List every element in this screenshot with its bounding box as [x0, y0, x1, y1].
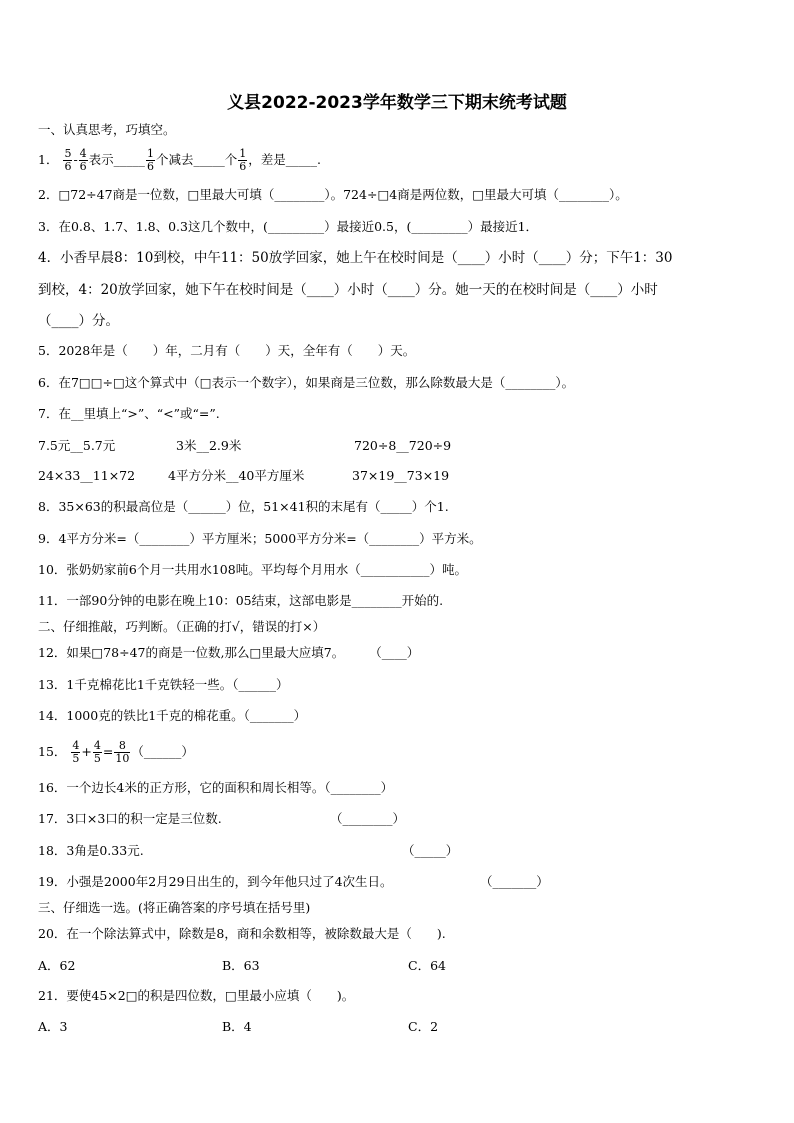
- equals-sign: =: [102, 744, 114, 759]
- question-16: 16．一个边长4米的正方形，它的面积和周长相等。（________）: [38, 780, 394, 795]
- question-18: 18．3角是0.33元.: [38, 843, 144, 858]
- q21-option-a: A．3: [38, 1019, 68, 1034]
- question-14: 14．1000克的铁比1千克的棉花重。（_______）: [38, 708, 307, 723]
- question-15: [38, 740, 194, 765]
- question-20: 20．在一个除法算式中，除数是8，商和余数相等，被除数最大是（ ).: [38, 926, 446, 941]
- fraction-1-6-a: $\frac{1}{6}$: [146, 147, 154, 173]
- q1-number: 1．: [38, 152, 59, 167]
- question-4-line-3: （____）分。: [38, 313, 119, 329]
- question-10: 10．张奶奶家前6个月一共用水108吨。平均每个月用水（___________）吨。: [38, 562, 467, 577]
- question-9: 9．4平方分米=（________）平方厘米；5000平方分米=（________）平方米。: [38, 531, 482, 546]
- q18-blank: （_____）: [402, 843, 459, 858]
- q21-option-c: C．2: [408, 1019, 439, 1034]
- question-11: 11．一部90分钟的电影在晚上10：05结束，这部电影是________开始的.: [38, 593, 444, 608]
- q7-row2-item3: 37×19__73×19: [352, 468, 450, 483]
- fraction-5-6: $\frac{5}{6}$: [64, 147, 72, 173]
- plus-sign: +: [81, 744, 92, 759]
- q7-row1-item3: 720÷8__720÷9: [354, 438, 452, 453]
- q7-row1-item2: 3米__2.9米: [176, 438, 242, 453]
- section-2-heading: 二、仔细推敲，巧判断。（正确的打√，错误的打×）: [38, 619, 326, 634]
- q19-blank: （_______）: [480, 874, 549, 889]
- question-8: 8．35×63的积最高位是（______）位，51×41积的末尾有（_____）个1.: [38, 499, 449, 514]
- fraction-4-5-a: $\frac{4}{5}$: [72, 739, 80, 765]
- question-21: 21．要使45×2□的积是四位数，□里最小应填（ )。: [38, 988, 355, 1003]
- question-5: 5．2028年是（ ）年，二月有（ ）天，全年有（ ）天。: [38, 343, 416, 358]
- q7-row2-item2: 4平方分米__40平方厘米: [168, 468, 305, 483]
- q15-blank: （______）: [131, 744, 194, 759]
- section-3-heading: 三、仔细选一选。(将正确答案的序号填在括号里): [38, 900, 311, 915]
- q1-text-3: ，差是_____.: [248, 152, 321, 167]
- question-6: 6．在7□□÷□这个算式中（□表示一个数字），如果商是三位数，那么除数最大是（________）。: [38, 375, 575, 390]
- minus-sign: -: [73, 152, 78, 167]
- q15-number: 15．: [38, 744, 67, 759]
- q20-option-c: C．64: [408, 958, 446, 973]
- question-3: 3．在0.8、1.7、1.8、0.3这几个数中，(_________）最接近0.5，(_________）最接近1．: [38, 219, 539, 234]
- q20-option-a: A．62: [38, 958, 76, 973]
- fraction-8-10: $\frac{8}{10}$: [115, 739, 130, 765]
- question-1: [38, 148, 321, 173]
- q7-row1-item1: 7.5元__5.7元: [38, 438, 116, 453]
- question-2: 2．□72÷47商是一位数，□里最大可填（________）。724÷□4商是两位数，□里最大可填（________）。: [38, 187, 628, 202]
- fraction-4-6: $\frac{4}{6}$: [79, 147, 87, 173]
- question-17: 17．3口×3口的积一定是三位数.: [38, 811, 222, 826]
- fraction-4-5-b: $\frac{4}{5}$: [93, 739, 101, 765]
- exam-title: 义县2022-2023学年数学三下期末统考试题: [227, 93, 567, 113]
- question-19: 19．小强是2000年2月29日出生的，到今年他只过了4次生日。: [38, 874, 393, 889]
- section-1-heading: 一、认真思考，巧填空。: [38, 122, 176, 137]
- q21-option-b: B．4: [222, 1019, 252, 1034]
- question-12: 12．如果□78÷47的商是一位数,那么□里最大应填7。 （____）: [38, 645, 420, 660]
- question-7: 7．在__里填上“>”、“<”或“=”.: [38, 406, 220, 421]
- q7-row2-item1: 24×33__11×72: [38, 468, 136, 483]
- q17-blank: （________）: [330, 811, 406, 826]
- question-4-line-2: 到校，4：20放学回家，她下午在校时间是（____）小时（____）分。她一天的在校时间是（____）小时: [38, 282, 658, 298]
- q1-text-1: 表示_____: [88, 152, 145, 167]
- q1-text-2: 个减去_____个: [155, 152, 238, 167]
- fraction-1-6-b: $\frac{1}{6}$: [239, 147, 247, 173]
- q20-option-b: B．63: [222, 958, 260, 973]
- question-4-line-1: 4．小香早晨8：10到校，中午11：50放学回家，她上午在校时间是（____）小时（____）分；下午1：30: [38, 250, 673, 266]
- question-13: 13．1千克棉花比1千克铁轻一些。（______）: [38, 677, 289, 692]
